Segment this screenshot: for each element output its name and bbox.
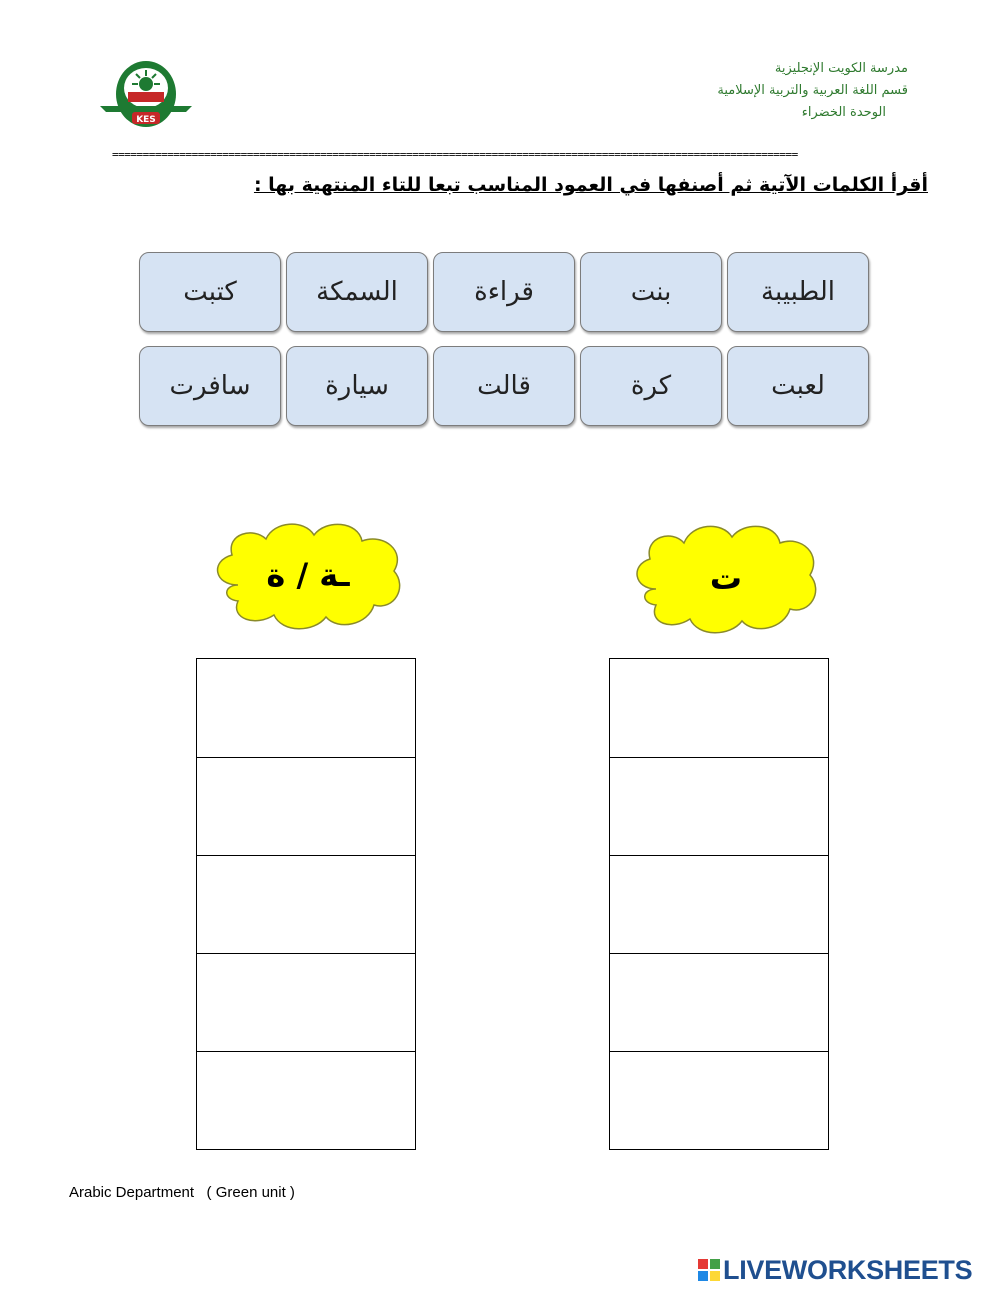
word-card[interactable]: السمكة (286, 252, 428, 332)
answer-drop-box[interactable] (196, 954, 416, 1052)
liveworksheets-logo-icon (698, 1259, 720, 1281)
answer-drop-box[interactable] (196, 658, 416, 758)
answer-drop-box[interactable] (609, 954, 829, 1052)
school-header (648, 58, 908, 124)
cloud-right (628, 515, 824, 641)
school-logo (96, 58, 196, 130)
answer-drop-box[interactable] (196, 758, 416, 856)
word-card[interactable]: الطبيبة (727, 252, 869, 332)
answer-drop-box[interactable] (609, 1052, 829, 1150)
answer-drop-box[interactable] (609, 758, 829, 856)
answer-column-taa-maftuha (609, 658, 829, 1150)
word-bank (139, 252, 869, 426)
word-card[interactable]: كتبت (139, 252, 281, 332)
answer-drop-box[interactable] (609, 856, 829, 954)
instruction-heading: أقرأ الكلمات الآتية ثم أصنفها في العمود المناسب تبعا للتاء المنتهية بها : (253, 174, 928, 196)
column-label-taa-maftuha: ت (709, 559, 743, 597)
word-card[interactable]: قراءة (433, 252, 575, 332)
answer-drop-box[interactable] (609, 658, 829, 758)
liveworksheets-brand (698, 1256, 972, 1284)
word-card[interactable]: لعبت (727, 346, 869, 426)
liveworksheets-wordmark: LIVEWORKSHEETS (723, 1254, 973, 1285)
footer-department: Arabic Department ( Green unit ) (69, 1184, 295, 1201)
svg-text:KES: KES (136, 115, 156, 125)
unit-name: الوحدة الخضراء (801, 105, 886, 120)
answer-column-taa-marbuta (196, 658, 416, 1150)
department-name: قسم اللغة العربية والتربية الإسلامية (717, 83, 908, 98)
word-card[interactable]: بنت (580, 252, 722, 332)
word-card[interactable]: كرة (580, 346, 722, 426)
word-card[interactable]: سيارة (286, 346, 428, 426)
word-card[interactable]: سافرت (139, 346, 281, 426)
column-label-taa-marbuta: ـة / ة (266, 556, 350, 594)
cloud-left (208, 515, 408, 635)
school-name: مدرسة الكويت الإنجليزية (774, 61, 908, 76)
answer-drop-box[interactable] (196, 1052, 416, 1150)
answer-drop-box[interactable] (196, 856, 416, 954)
separator-line: ================================================================================================================ (112, 148, 798, 161)
word-card[interactable]: قالت (433, 346, 575, 426)
